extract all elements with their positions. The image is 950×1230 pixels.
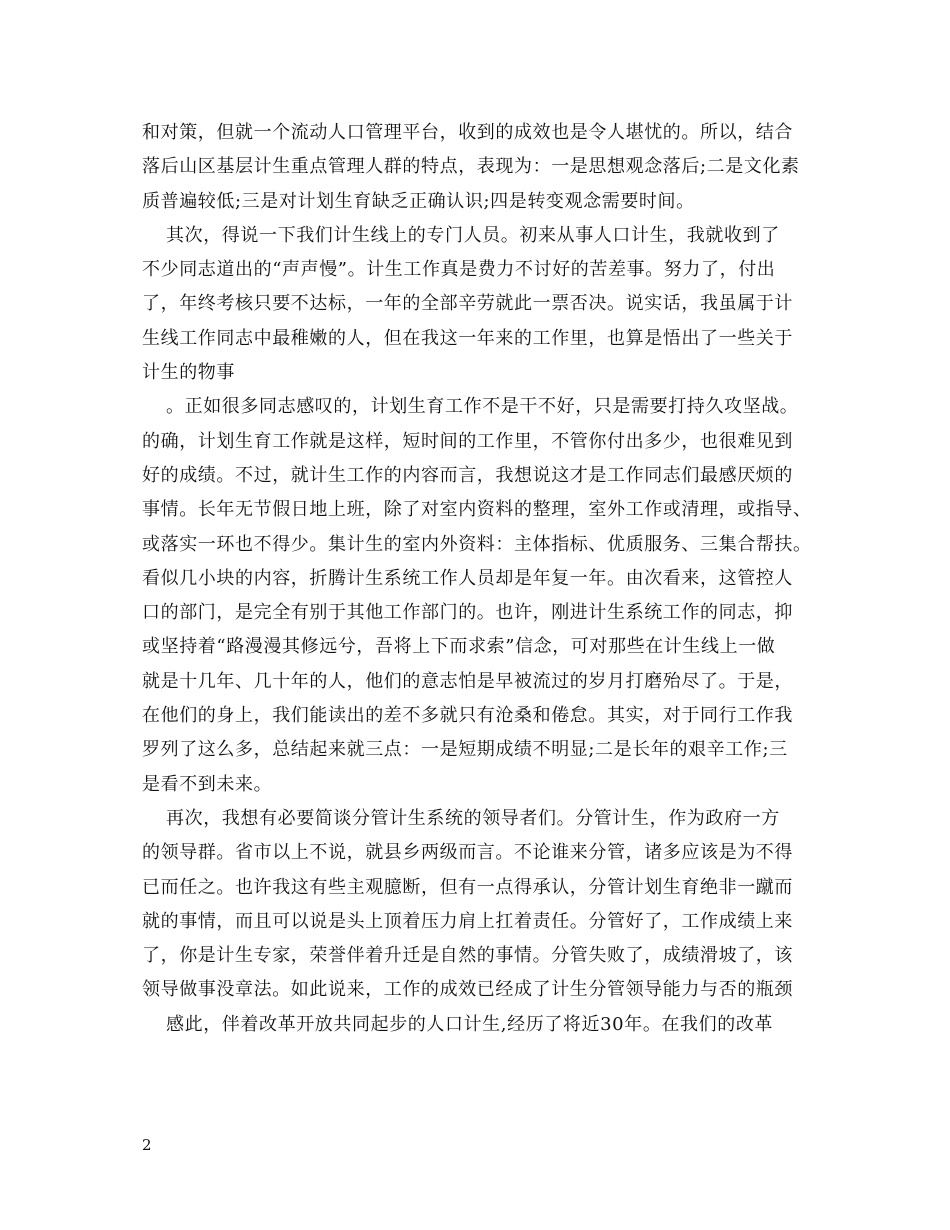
- text-line: 领导做事没章法。如此说来，工作的成效已经成了计生分管领导能力与否的瓶颈: [142, 979, 793, 1001]
- text-line: 的确，计划生育工作就是这样，短时间的工作里，不管你付出多少，也很难见到: [142, 430, 793, 452]
- text-line: 就的事情，而且可以说是头上顶着压力肩上扛着责任。分管好了，工作成绩上来: [142, 910, 793, 932]
- text-line: 了，你是计生专家，荣誉伴着升迁是自然的事情。分管失败了，成绩滑坡了，该: [142, 945, 793, 967]
- text-line: 或坚持着“路漫漫其修远兮，吾将上下而求索”信念，可对那些在计生线上一做: [142, 636, 776, 658]
- text-line: 生线工作同志中最稚嫩的人，但在我这一年来的工作里，也算是悟出了一些关于: [142, 327, 793, 349]
- text-line: 感此，伴着改革开放共同起步的人口计生,经历了将近30年。在我们的改革: [166, 1013, 774, 1035]
- page-number: 2: [142, 1136, 152, 1154]
- text-line: 不少同志道出的“声声慢”。计生工作真是费力不讨好的苦差事。努力了，付出: [142, 259, 776, 281]
- text-line: 了，年终考核只要不达标，一年的全部辛劳就此一票否决。说实话，我虽属于计: [142, 293, 793, 315]
- text-line: 就是十几年、几十年的人，他们的意志怕是早被流过的岁月打磨殆尽了。于是，: [142, 670, 793, 692]
- document-body: [142, 116, 812, 1042]
- text-line: 再次，我想有必要简谈分管计生系统的领导者们。分管计生，作为政府一方: [166, 807, 780, 829]
- text-line: 口的部门，是完全有别于其他工作部门的。也许，刚进计生系统工作的同志，抑: [142, 602, 793, 624]
- text-line: 看似几小块的内容，折腾计生系统工作人员却是年复一年。由次看来，这管控人: [142, 567, 793, 589]
- text-line: 落后山区基层计生重点管理人群的特点，表现为：一是思想观念落后;二是文化素: [142, 156, 800, 178]
- text-line: 好的成绩。不过，就计生工作的内容而言，我想说这才是工作同志们最感厌烦的: [142, 464, 793, 486]
- text-line: 的领导群。省市以上不说，就县乡两级而言。不论谁来分管，诸多应该是为不得: [142, 842, 793, 864]
- text-line: 计生的物事: [142, 362, 235, 384]
- text-line: 事情。长年无节假日地上班，除了对室内资料的整理，室外工作或清理，或指导、: [142, 499, 812, 521]
- text-line: 或落实一环也不得少。集计生的室内外资料：主体指标、优质服务、三集合帮扶。: [142, 533, 812, 555]
- text-line: 。正如很多同志感叹的，计划生育工作不是干不好，只是需要打持久攻坚战。: [166, 396, 799, 418]
- text-line: 其次，得说一下我们计生线上的专门人员。初来从事人口计生，我就收到了: [166, 224, 780, 246]
- text-line: 质普遍较低;三是对计划生育缺乏正确认识;四是转变观念需要时间。: [142, 190, 695, 212]
- text-line: 已而任之。也许我这有些主观臆断，但有一点得承认，分管计划生育绝非一蹴而: [142, 876, 793, 898]
- text-line: 在他们的身上，我们能读出的差不多就只有沧桑和倦怠。其实，对于同行工作我: [142, 705, 793, 727]
- text-line: 和对策，但就一个流动人口管理平台，收到的成效也是令人堪忧的。所以，结合: [142, 122, 793, 143]
- text-line: 罗列了这么多，总结起来就三点：一是短期成绩不明显;二是长年的艰辛工作;三: [142, 739, 788, 761]
- text-line: 是看不到未来。: [142, 773, 273, 795]
